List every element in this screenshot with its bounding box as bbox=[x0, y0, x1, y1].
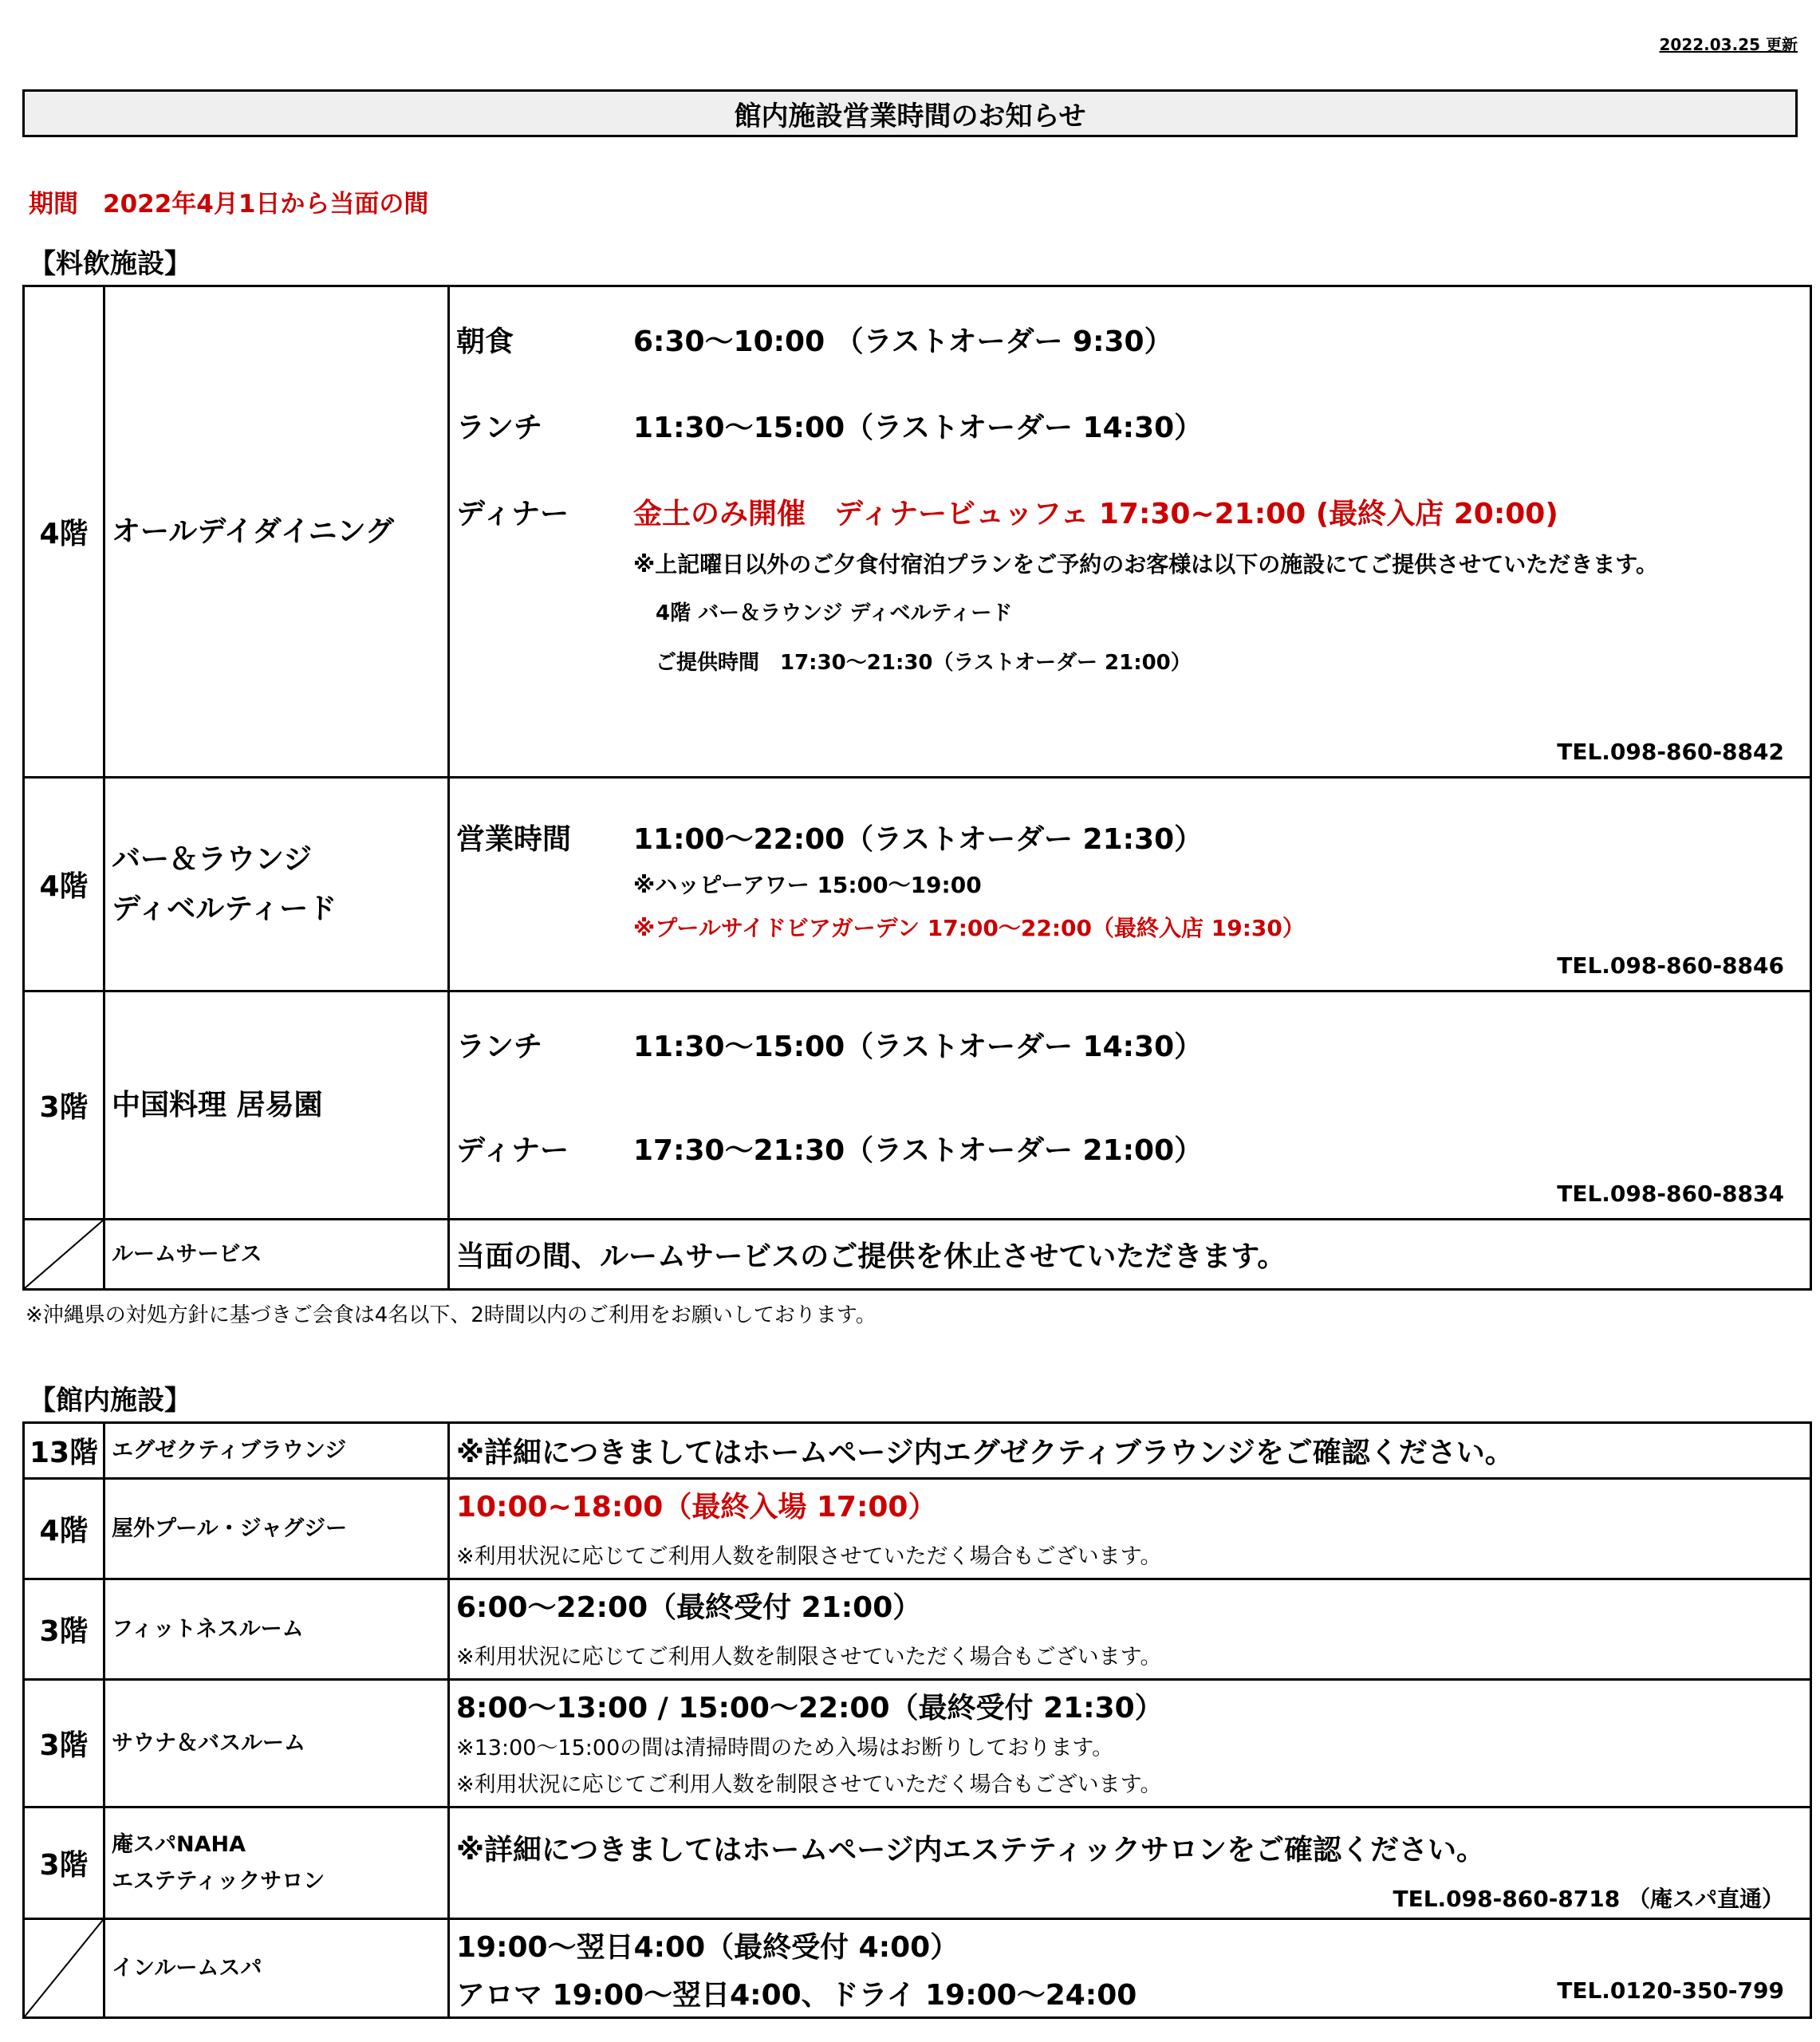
tel-number: TEL.0120-350-799 bbox=[1557, 1977, 1784, 2004]
inroom-hours: 19:00～翌日4:00（最終受付 4:00） bbox=[456, 1931, 959, 1964]
table-row bbox=[24, 991, 1811, 1220]
facility-name-line1: バー＆ラウンジ bbox=[112, 842, 313, 876]
breakfast-row bbox=[456, 319, 1173, 360]
floor-cell: 3階 bbox=[24, 1680, 104, 1807]
fitness-note: ※利用状況に応じてご利用人数を制限させていただく場合もございます。 bbox=[456, 1645, 1162, 1669]
spa-notice: ※詳細につきましてはホームページ内エステティックサロンをご確認ください。 bbox=[456, 1834, 1485, 1867]
table-row bbox=[24, 1807, 1811, 1919]
sauna-hours: 8:00～13:00 / 15:00～22:00（最終受付 21:30） bbox=[456, 1692, 1164, 1725]
table-row bbox=[24, 1579, 1811, 1680]
facility-name: 屋外プール・ジャグジー bbox=[104, 1479, 449, 1579]
pool-note: ※利用状況に応じてご利用人数を制限させていただく場合もございます。 bbox=[456, 1544, 1162, 1569]
dining-heading: 【料飲施設】 bbox=[29, 248, 191, 280]
table-row bbox=[24, 1479, 1811, 1579]
table-row bbox=[24, 1919, 1811, 2018]
sauna-cleaning-note: ※13:00～15:00の間は清掃時間のため入場はお断りしております。 bbox=[456, 1736, 1114, 1760]
breakfast-time: 6:30～10:00 （ラストオーダー 9:30） bbox=[633, 325, 1173, 358]
detail-cell bbox=[449, 1680, 1811, 1807]
period-text: 期間 2022年4月1日から当面の間 bbox=[29, 190, 429, 219]
facility-name: ルームサービス bbox=[104, 1220, 449, 1290]
floor-cell: 4階 bbox=[24, 778, 104, 991]
facility-name-line2: ディベルティード bbox=[112, 892, 337, 925]
dinner-note: ※上記曜日以外のご夕食付宿泊プランをご予約のお客様は以下の施設にてご提供させていただきます。 bbox=[633, 551, 1658, 578]
updated-date: 2022.03.25 更新 bbox=[1659, 35, 1798, 54]
facility-name: フィットネスルーム bbox=[104, 1579, 449, 1680]
dinner-note-venue: 4階 バー＆ラウンジ ディベルティード bbox=[656, 601, 1013, 625]
floor-cell: 3階 bbox=[24, 991, 104, 1220]
lunch-label: ランチ bbox=[456, 1031, 543, 1063]
table-row bbox=[24, 1220, 1811, 1290]
dinner-label: ディナー bbox=[456, 498, 569, 530]
dinner-note-hours: ご提供時間 17:30～21:30（ラストオーダー 21:00） bbox=[656, 651, 1192, 675]
detail-cell bbox=[449, 1423, 1811, 1479]
facility-name: サウナ＆バスルーム bbox=[104, 1680, 449, 1807]
lunch-row bbox=[456, 1024, 1203, 1065]
fitness-hours: 6:00～22:00（最終受付 21:00） bbox=[456, 1591, 922, 1624]
lounge-notice: ※詳細につきましてはホームページ内エグゼクティブラウンジをご確認ください。 bbox=[456, 1437, 1514, 1469]
roomservice-notice: 当面の間、ルームサービスのご提供を休止させていただきます。 bbox=[456, 1240, 1286, 1273]
detail-cell bbox=[449, 1479, 1811, 1579]
floor-cell: 13階 bbox=[24, 1423, 104, 1479]
pool-hours: 10:00~18:00（最終入場 17:00） bbox=[456, 1491, 937, 1524]
floor-cell-empty bbox=[24, 1220, 104, 1290]
detail-cell bbox=[449, 1807, 1811, 1919]
facility-name: 中国料理 居易園 bbox=[104, 991, 449, 1220]
facilities-table bbox=[22, 1421, 1812, 2019]
lunch-label: ランチ bbox=[456, 412, 543, 444]
table-row bbox=[24, 1680, 1811, 1807]
dinner-label: ディナー bbox=[456, 1134, 569, 1167]
floor-cell: 4階 bbox=[24, 286, 104, 778]
hours-time: 11:00～22:00（ラストオーダー 21:30） bbox=[633, 823, 1203, 856]
facility-name: オールデイダイニング bbox=[104, 286, 449, 778]
table-row bbox=[24, 286, 1811, 778]
detail-cell bbox=[449, 286, 1811, 778]
dining-footnote: ※沖縄県の対処方針に基づきご会食は4名以下、2時間以内のご利用をお願いしております。 bbox=[26, 1303, 877, 1327]
tel-number: TEL.098-860-8718 （庵スパ直通） bbox=[1393, 1886, 1784, 1912]
facilities-heading: 【館内施設】 bbox=[29, 1385, 191, 1417]
table-row bbox=[24, 1423, 1811, 1479]
breakfast-label: 朝食 bbox=[456, 325, 514, 358]
floor-cell: 4階 bbox=[24, 1479, 104, 1579]
sauna-capacity-note: ※利用状況に応じてご利用人数を制限させていただく場合もございます。 bbox=[456, 1772, 1162, 1797]
diagonal-slash bbox=[25, 1920, 103, 2016]
dinner-time: 金土のみ開催 ディナービュッフェ 17:30~21:00 (最終入店 20:00) bbox=[633, 498, 1558, 530]
floor-cell-empty bbox=[24, 1919, 104, 2018]
floor-cell: 3階 bbox=[24, 1579, 104, 1680]
detail-cell bbox=[449, 1579, 1811, 1680]
detail-cell bbox=[449, 778, 1811, 991]
facility-name: インルームスパ bbox=[104, 1919, 449, 2018]
facility-name: エグゼクティブラウンジ bbox=[104, 1423, 449, 1479]
lunch-time: 11:30～15:00（ラストオーダー 14:30） bbox=[633, 1031, 1203, 1063]
page-title: 館内施設営業時間のお知らせ bbox=[22, 89, 1798, 137]
hours-row bbox=[456, 817, 1203, 857]
facility-name bbox=[104, 1807, 449, 1919]
beer-garden-note: ※プールサイドビアガーデン 17:00～22:00（最終入店 19:30） bbox=[633, 915, 1305, 941]
floor-cell: 3階 bbox=[24, 1807, 104, 1919]
detail-cell bbox=[449, 1919, 1811, 2018]
tel-number: TEL.098-860-8842 bbox=[1557, 739, 1784, 765]
facility-name-line1: 庵スパNAHA bbox=[112, 1831, 246, 1857]
lunch-row bbox=[456, 405, 1203, 446]
dinner-time: 17:30～21:30（ラストオーダー 21:00） bbox=[633, 1134, 1203, 1167]
inroom-menu: アロマ 19:00～翌日4:00、ドライ 19:00～24:00 bbox=[456, 1979, 1137, 2012]
detail-cell bbox=[449, 991, 1811, 1220]
diagonal-slash bbox=[25, 1220, 103, 1288]
happy-hour-note: ※ハッピーアワー 15:00～19:00 bbox=[633, 872, 982, 898]
lunch-time: 11:30～15:00（ラストオーダー 14:30） bbox=[633, 412, 1203, 444]
table-row bbox=[24, 778, 1811, 991]
hours-label: 営業時間 bbox=[456, 823, 572, 856]
facility-name-line2: エステティックサロン bbox=[112, 1868, 325, 1894]
facility-name bbox=[104, 778, 449, 991]
tel-number: TEL.098-860-8846 bbox=[1557, 952, 1784, 979]
dinner-row bbox=[456, 491, 1558, 532]
dinner-row bbox=[456, 1128, 1203, 1169]
tel-number: TEL.098-860-8834 bbox=[1557, 1181, 1784, 1207]
detail-cell bbox=[449, 1220, 1811, 1290]
dining-table bbox=[22, 285, 1812, 1291]
